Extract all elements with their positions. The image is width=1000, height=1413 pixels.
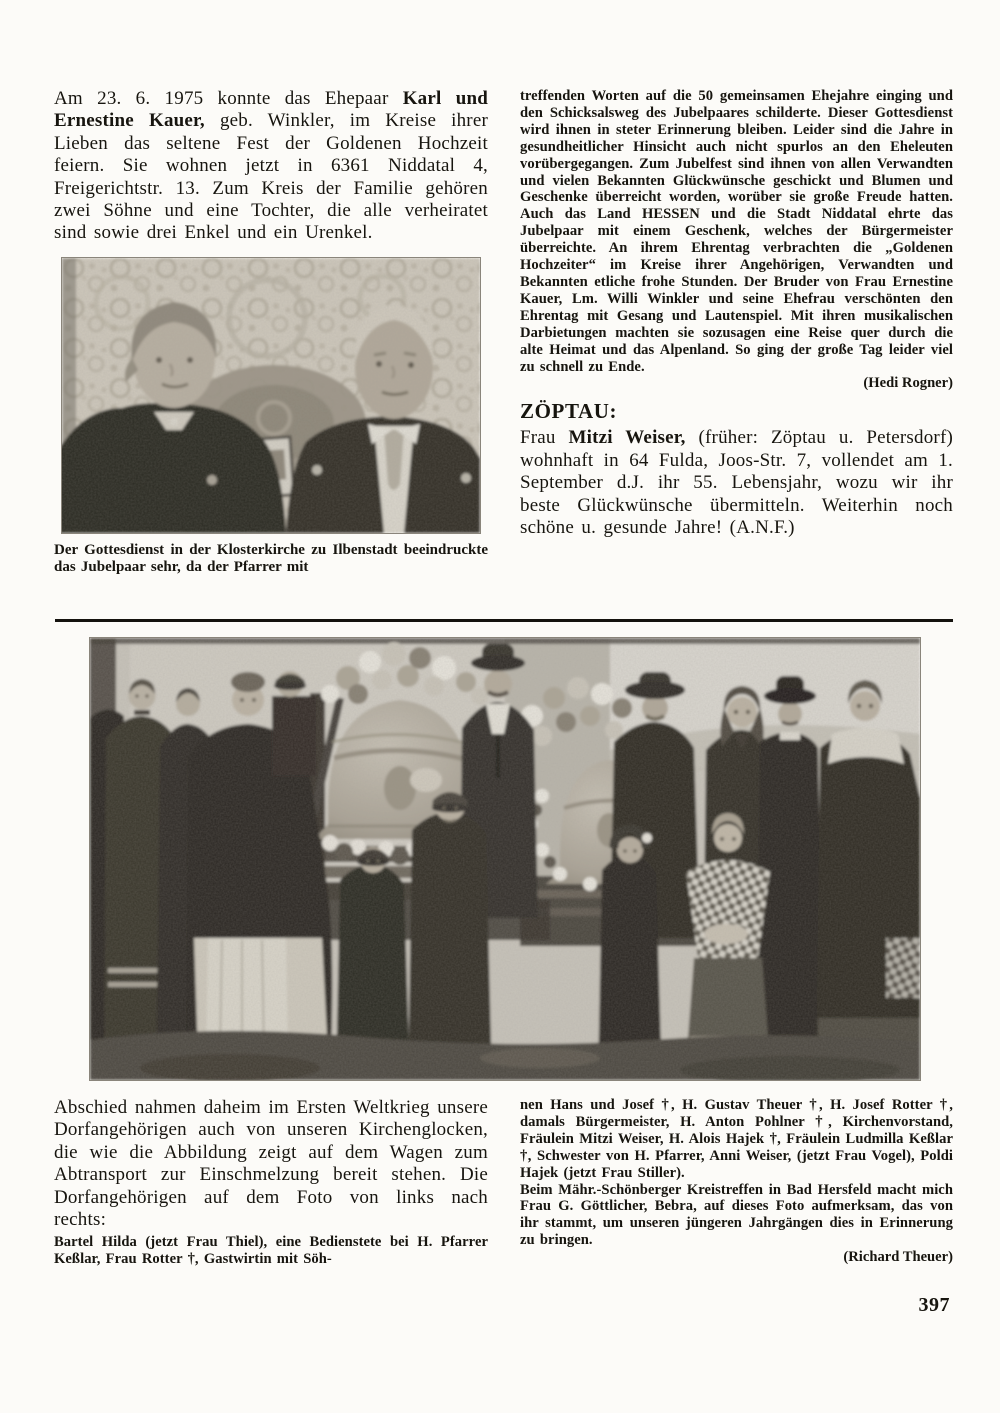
kauer-intro-paragraph <box>54 88 488 245</box>
zoeptau-person-name: Mitzi Weiser, <box>568 427 686 449</box>
bells-names-right: nen Hans und Josef †, H. Gustav Theuer †, H. Josef Rotter †, damals Bürgermeister, H. Anton Pohlner †, Kirchenvorstand, Fräulein Mitzi Weiser, H. Alois Hajek †, Fräulein Ludmilla Keßlar †, Schwester von H. Pfarrer, Anni Weiser, (jetzt Frau Vogel), Poldi Hajek (jetzt Frau Stiller). <box>520 1097 953 1181</box>
couple-photo-caption: Der Gottesdienst in der Klosterkirche zu Ilbenstadt beeindruckte das Jubelpaar sehr, da der Pfarrer mit <box>54 541 488 576</box>
kauer-byline: (Hedi Rogner) <box>863 375 953 392</box>
kauer-intro-text-rest: geb. Winkler, im Kreise ihrer Lieben das seltene Fest der Goldenen Hochzeit feiern. Sie wohnen jetzt in 6361 Niddatal 4, Freigerichtstr. 13. Zum Kreis der Familie gehören zwei Söhne und eine Tochter, die alle verheiratet sind sowie drei Enkel und ein Urenkel. <box>54 110 488 244</box>
bells-intro-paragraph: Abschied nahmen daheim im Ersten Weltkrieg unsere Dorfangehörigen auch von unseren Kirchenglocken, die wie die Abbildung zeigt auf dem Wagen zum Abtransport zur Einschmelzung bereit stehen. Die Dorfangehörigen auf dem Foto von links nach rechts: <box>54 1097 488 1231</box>
bells-byline: (Richard Theuer) <box>843 1249 953 1266</box>
section-divider <box>55 619 953 622</box>
couple-photo-image <box>62 258 480 533</box>
bells-second-paragraph: Beim Mähr.-Schönberger Kreistreffen in Bad Hersfeld macht mich Frau G. Göttlicher, Bebra, auf dieses Foto aufmerksam, das von ihr stammt, um unseren jüngeren Jahrgängen dies in Erinnerung zu bringen. <box>520 1181 953 1249</box>
couple-photo <box>62 258 480 533</box>
kauer-continuation-paragraph: treffenden Worten auf die 50 gemeinsamen Ehejahre einging und den Schicksalsweg des Jubelpaares schilderte. Dieser Gottesdienst wird ihnen in steter Erinnerung bleiben. Leider sind die Jahre in gesundheitlicher Hinsicht auch nicht spurlos an den Eheleuten vorübergegangen. Zum Jubelfest sind ihnen von allen Verwandten und vielen Bekannten Glückwünsche geschickt und Blumen und Geschenke überreicht worden, worüber sie große Freude hatten. Auch das Land HESSEN und die Stadt Niddatal ehrte das Jubelpaar mit einem Geschenk, welches der Bürgermeister überreichte. An ihrem Ehrentag verbrachten die „Goldenen Hochzeiter“ im Kreise ihrer Angehörigen, Verwandten und Bekannten etliche frohe Stunden. Der Bruder von Frau Ernestine Kauer, Lm. Willi Winkler und seine Ehefrau verschönten den Ehrentag mit Gesang und Lautenspiel. Mit ihren musikalischen Darbietungen machten sie sozusagen eine Reise quer durch die alte Heimat und das Alpenland. So ging der große Tag leider viel zu schnell zu Ende. <box>520 88 953 375</box>
bottom-right-column <box>520 1097 953 1266</box>
zoeptau-text-rest: (früher: Zöptau u. Petersdorf) wohnhaft in 64 Fulda, Joos-Str. 7, vollendet am 1. September d.J. ihr 55. Lebensjahr, wozu wir ihr beste Glückwünsche übermitteln. Weiterhin noch schöne u. gesunde Jahre! (A.N.F.) <box>520 427 953 539</box>
top-left-column <box>54 88 488 577</box>
page-number: 397 <box>918 1294 950 1316</box>
bells-photo-image <box>90 638 920 1080</box>
kauer-intro-text-start: Am 23. 6. 1975 konnte das Ehepaar <box>54 88 403 109</box>
bells-names-left: Bartel Hilda (jetzt Frau Thiel), eine Bedienstete bei H. Pfarrer Keßlar, Frau Rotter †, Gastwirtin mit Söh- <box>54 1234 488 1268</box>
zoeptau-paragraph <box>520 427 953 539</box>
zoeptau-text-start: Frau <box>520 427 569 449</box>
zoeptau-heading: ZÖPTAU: <box>520 399 618 424</box>
bells-photo <box>90 638 920 1080</box>
top-right-column <box>520 88 953 539</box>
kauer-couple-names: Karl und Ernestine Kauer, <box>54 88 488 132</box>
bottom-left-column <box>54 1097 488 1268</box>
